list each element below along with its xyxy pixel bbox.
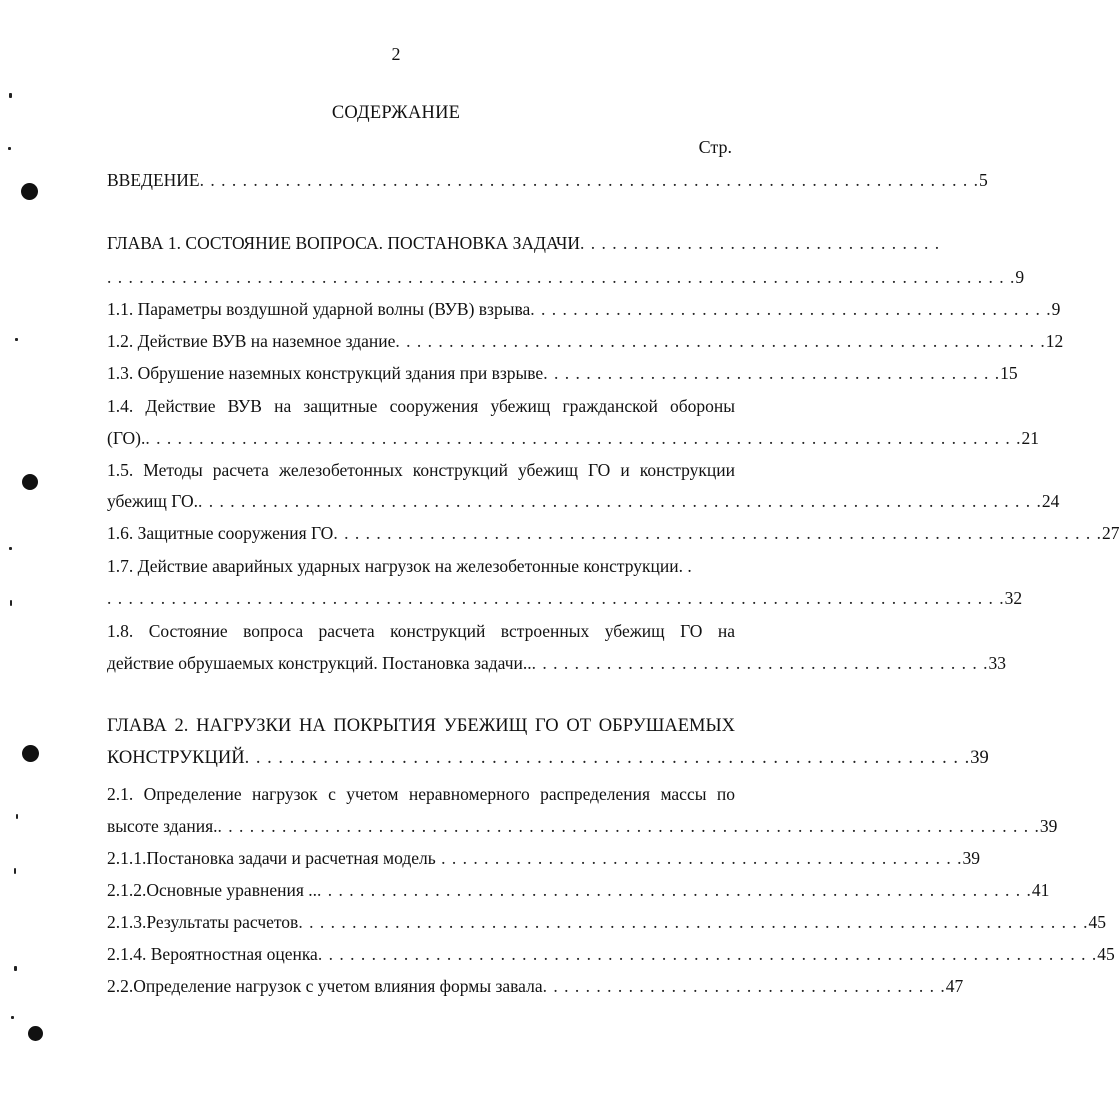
toc-page-number: 5 xyxy=(979,170,988,190)
toc-page-number: 24 xyxy=(1041,491,1060,511)
scan-speck xyxy=(16,814,18,819)
toc-entry-chapter-2-continuation: КОНСТРУКЦИЙ . . . . . . . . . . . . . . . . . . . . . . . . . . . . . . . . . . . . . . . . . . . . . . . . . . . . . . . . . . . . . . . . . 39 xyxy=(107,745,735,771)
toc-entry-chapter-1-continuation: . . . . . . . . . . . . . . . . . . . . . . . . . . . . . . . . . . . . . . . . . . . . . . . . . . . . . . . . . . . . . . . . . . . . . . . . . . . . . . . . . . . . . 9 xyxy=(107,264,735,290)
toc-entry-text: 1.6. Защитные сооружения ГО xyxy=(107,523,334,543)
toc-entry-2-2: 2.2.Определение нагрузок с учетом влияния формы завала . . . . . . . . . . . . . . . . . . . . . . . . . . . . . . . . . . . . . . 47 xyxy=(107,973,735,999)
toc-entry-text: действие обрушаемых конструкций. Постановка задачи.. xyxy=(107,653,532,673)
toc-entry-text: 1.4. Действие ВУВ на защитные сооружения убежищ гражданской обороны xyxy=(107,396,735,416)
toc-entry-text: (ГО). xyxy=(107,428,146,448)
toc-entry-text: 1.8. Состояние вопроса расчета конструкций встроенных убежищ ГО на xyxy=(107,621,735,641)
toc-entry-text: ВВЕДЕНИЕ xyxy=(107,170,200,190)
toc-entry-text: 2.1. Определение нагрузок с учетом неравномерного распределения массы по xyxy=(107,784,735,804)
toc-entry-text: ГЛАВА 1. СОСТОЯНИЕ ВОПРОСА. ПОСТАНОВКА ЗАДАЧИ xyxy=(107,233,580,253)
toc-entry-2-1 xyxy=(107,781,735,807)
toc-page-number: 27 xyxy=(1101,523,1119,543)
toc-entry-1-8 xyxy=(107,618,735,644)
toc-entry-text: 2.2.Определение нагрузок с учетом влияния формы завала xyxy=(107,976,543,996)
toc-page-number: 9 xyxy=(1015,267,1025,287)
binder-hole-mark xyxy=(21,183,38,200)
toc-page-number: 41 xyxy=(1031,880,1050,900)
binder-hole-mark xyxy=(28,1026,43,1041)
page-title: СОДЕРЖАНИЕ xyxy=(331,103,461,123)
toc-entry-2-1-continuation: высоте здания. . . . . . . . . . . . . . . . . . . . . . . . . . . . . . . . . . . . . . . . . . . . . . . . . . . . . . . . . . . . . . . . . . . . . . . . . . . . . . 39 xyxy=(107,813,735,839)
binder-hole-mark xyxy=(22,745,39,762)
toc-entry-text: 2.1.4. Вероятностная оценка xyxy=(107,944,318,964)
toc-page-number: 33 xyxy=(988,653,1007,673)
toc-page-number: 39 xyxy=(962,848,980,868)
toc-entry-2-1-2: 2.1.2.Основные уравнения .. . . . . . . . . . . . . . . . . . . . . . . . . . . . . . . . . . . . . . . . . . . . . . . . . . . . . . . . . . . . . . . . . . . . 41 xyxy=(107,877,735,903)
toc-entry-1-5-continuation: убежищ ГО. . . . . . . . . . . . . . . . . . . . . . . . . . . . . . . . . . . . . . . . . . . . . . . . . . . . . . . . . . . . . . . . . . . . . . . . . . . . . . . . 24 xyxy=(107,488,735,514)
toc-entry-2-1-4: 2.1.4. Вероятностная оценка . . . . . . . . . . . . . . . . . . . . . . . . . . . . . . . . . . . . . . . . . . . . . . . . . . . . . . . . . . . . . . . . . . . . . . . . . 45 xyxy=(107,941,735,967)
toc-entry-1-1: 1.1. Параметры воздушной ударной волны (ВУВ) взрыва . . . . . . . . . . . . . . . . . . . . . . . . . . . . . . . . . . . . . . . . . . . . . . . . . 9 xyxy=(107,296,735,322)
toc-entry-2-1-1: 2.1.1.Постановка задачи и расчетная модель . . . . . . . . . . . . . . . . . . . . . . . . . . . . . . . . . . . . . . . . . . . . . . . . . 39 xyxy=(107,845,735,871)
scan-speck xyxy=(14,966,17,971)
page-number: 2 xyxy=(391,44,401,64)
toc-entry-text: 1.3. Обрушение наземных конструкций здания при взрыве xyxy=(107,363,544,383)
toc-page-number: 32 xyxy=(1004,588,1023,608)
toc-page-number: 21 xyxy=(1021,428,1039,448)
toc-entry-text: 1.5. Методы расчета железобетонных конструкций убежищ ГО и конструкции xyxy=(107,460,735,480)
toc-entry-1-5 xyxy=(107,457,735,483)
toc-page-number: 45 xyxy=(1088,912,1106,932)
scan-speck xyxy=(11,1016,14,1019)
page-column-label: Стр. xyxy=(698,137,732,157)
toc-entry-text: 1.2. Действие ВУВ на наземное здание xyxy=(107,331,396,351)
toc-entry-text: КОНСТРУКЦИЙ xyxy=(107,748,245,768)
toc-entry-text: 1.1. Параметры воздушной ударной волны (ВУВ) взрыва xyxy=(107,299,531,319)
scan-speck xyxy=(8,147,11,150)
binder-hole-mark xyxy=(22,474,38,490)
toc-entry-text: 2.1.3.Результаты расчетов xyxy=(107,912,299,932)
toc-page-number: 47 xyxy=(945,976,964,996)
toc-page-number: 9 xyxy=(1051,299,1061,319)
toc-page-number: 12 xyxy=(1045,331,1064,351)
scan-speck xyxy=(9,547,12,550)
toc-entry-text: высоте здания. xyxy=(107,816,218,836)
toc-entry-1-3: 1.3. Обрушение наземных конструкций здания при взрыве . . . . . . . . . . . . . . . . . . . . . . . . . . . . . . . . . . . . . . . . . . . 15 xyxy=(107,360,735,386)
toc-page-number: 45 xyxy=(1097,944,1115,964)
scan-speck xyxy=(10,600,12,606)
toc-entry-1-7 xyxy=(107,553,735,579)
toc-page-number: 15 xyxy=(1000,363,1018,383)
toc-entry-intro: ВВЕДЕНИЕ . . . . . . . . . . . . . . . . . . . . . . . . . . . . . . . . . . . . . . . . . . . . . . . . . . . . . . . . . . . . . . . . . . . . . . . . . 5 xyxy=(107,167,735,193)
scan-speck xyxy=(14,868,16,874)
toc-entry-chapter-2 xyxy=(107,713,735,739)
toc-entry-1-4 xyxy=(107,393,735,419)
toc-page-number: 39 xyxy=(1039,816,1058,836)
toc-entry-1-4-continuation: (ГО). . . . . . . . . . . . . . . . . . . . . . . . . . . . . . . . . . . . . . . . . . . . . . . . . . . . . . . . . . . . . . . . . . . . . . . . . . . . . . . . . . . 21 xyxy=(107,425,735,451)
scan-speck xyxy=(9,93,12,98)
toc-entry-1-2: 1.2. Действие ВУВ на наземное здание . . . . . . . . . . . . . . . . . . . . . . . . . . . . . . . . . . . . . . . . . . . . . . . . . . . . . . . . . . . . . 12 xyxy=(107,328,735,354)
toc-entry-1-6: 1.6. Защитные сооружения ГО . . . . . . . . . . . . . . . . . . . . . . . . . . . . . . . . . . . . . . . . . . . . . . . . . . . . . . . . . . . . . . . . . . . . . . . . 27 xyxy=(107,520,735,546)
toc-entry-text: 2.1.2.Основные уравнения .. xyxy=(107,880,317,900)
toc-entry-text: 1.7. Действие аварийных ударных нагрузок на железобетонные конструкции. . xyxy=(107,556,692,576)
toc-entry-1-7-continuation: . . . . . . . . . . . . . . . . . . . . . . . . . . . . . . . . . . . . . . . . . . . . . . . . . . . . . . . . . . . . . . . . . . . . . . . . . . . . . . . . . . . . 32 xyxy=(107,585,735,611)
toc-entry-1-8-continuation: действие обрушаемых конструкций. Постановка задачи.. . . . . . . . . . . . . . . . . . . . . . . . . . . . . . . . . . . . . . . . . . . . 33 xyxy=(107,650,735,676)
toc-entry-text: 2.1.1.Постановка задачи и расчетная модель xyxy=(107,848,436,868)
toc-page-number: 39 xyxy=(970,748,989,768)
toc-entry-2-1-3: 2.1.3.Результаты расчетов . . . . . . . . . . . . . . . . . . . . . . . . . . . . . . . . . . . . . . . . . . . . . . . . . . . . . . . . . . . . . . . . . . . . . . . . . . 45 xyxy=(107,909,735,935)
scan-speck xyxy=(15,338,18,341)
toc-entry-text: ГЛАВА 2. НАГРУЗКИ НА ПОКРЫТИЯ УБЕЖИЩ ГО ОТ ОБРУШАЕМЫХ xyxy=(107,716,735,736)
toc-entry-text: убежищ ГО. xyxy=(107,491,198,511)
toc-entry-chapter-1: ГЛАВА 1. СОСТОЯНИЕ ВОПРОСА. ПОСТАНОВКА ЗАДАЧИ . . . . . . . . . . . . . . . . . . . . . . . . . . . . . . . . . . xyxy=(107,230,735,256)
